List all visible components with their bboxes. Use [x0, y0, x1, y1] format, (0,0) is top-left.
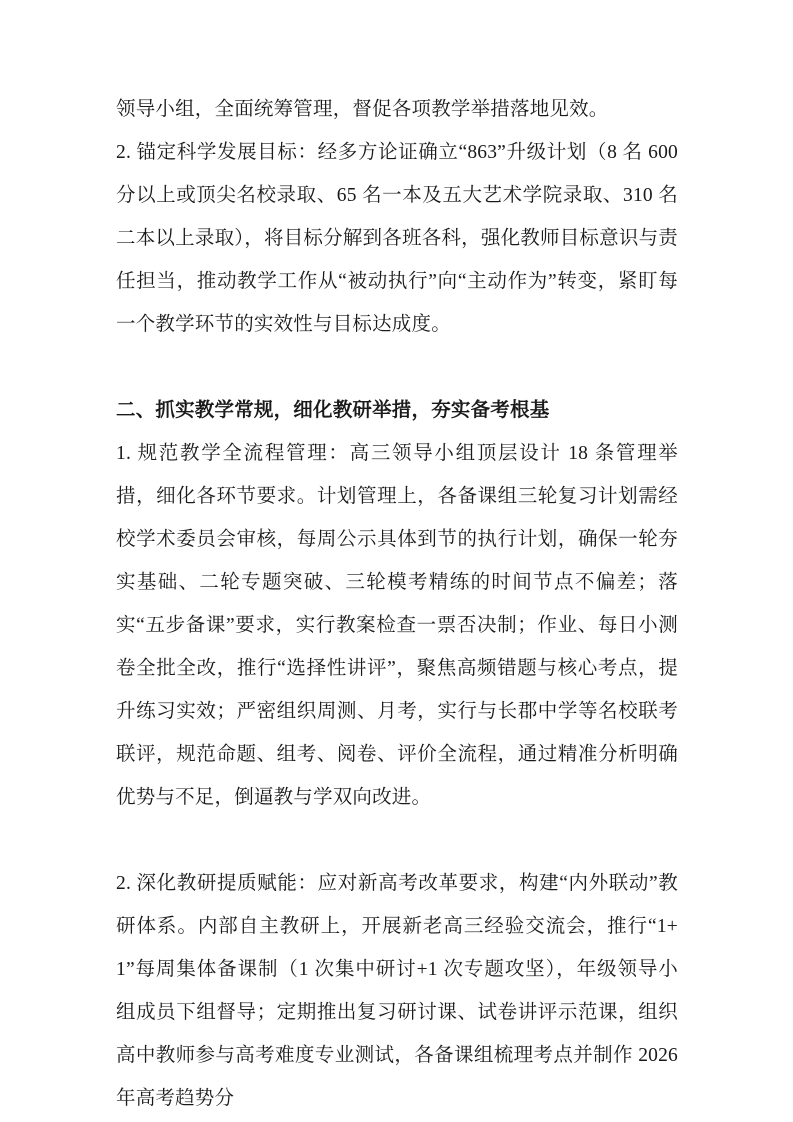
section-spacer-one — [116, 346, 678, 389]
paragraph-goal-item: 2. 锚定科学发展目标：经多方论证确立“863”升级计划（8 名 600 分以上或顶尖名校录取、65 名一本及五大艺术学院录取、310 名二本以上录取），将目标分解到各班各科，强化教师目标意识与责任担当，推动教学工作从“被动执行”向“主动作为”转变，紧盯每一个教学环节的实效性与目标达成度。 — [116, 142, 678, 335]
paragraph-research-enhancement: 2. 深化教研提质赋能：应对新高考改革要求，构建“内外联动”教研体系。内部自主教研上，开展新老高三经验交流会，推行“1+1”每周集体备课制（1 次集中研讨+1 次专题攻坚），年级领导小组成员下组督导；定期推出复习研讨课、试卷讲评示范课，组织高中教师参与高考难度专业测试，各备课组梳理考点并制作 2026 年高考趋势分 — [116, 873, 678, 1109]
section-heading-two: 二、抓实教学常规，细化教研举措，夯实备考根基 — [116, 400, 550, 421]
paragraph-process-management: 1. 规范教学全流程管理：高三领导小组顶层设计 18 条管理举措，细化各环节要求。计划管理上，各备课组三轮复习计划需经校学术委员会审核，每周公示具体到节的执行计划，确保一轮夯实基础、二轮专题突破、三轮模考精练的时间节点不偏差；落实“五步备课”要求，实行教案检查一票否决制；作业、每日小测卷全批全改，推行“选择性讲评”，聚焦高频错题与核心考点，提升练习实效；严密组织周测、月考，实行与长郡中学等名校联考联评，规范命题、组考、阅卷、评价全流程，通过精准分析明确优势与不足，倒逼教与学双向改进。 — [116, 443, 678, 808]
section-spacer-two — [116, 819, 678, 862]
document-body — [116, 88, 678, 1120]
paragraph-continued: 领导小组，全面统筹管理，督促各项教学举措落地见效。 — [116, 99, 609, 120]
